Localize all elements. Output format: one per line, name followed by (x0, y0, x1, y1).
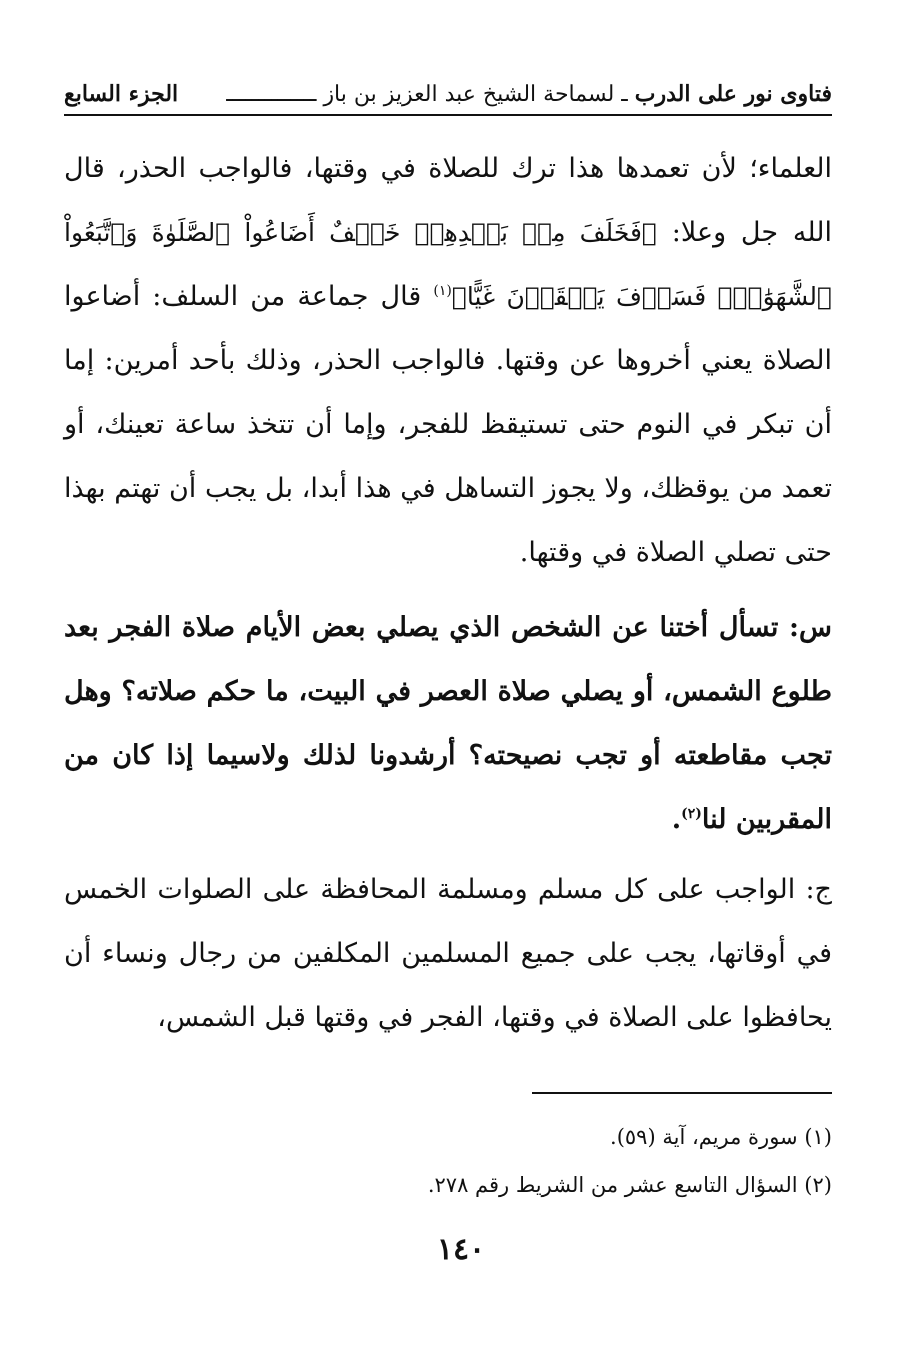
page-number: ١٤٠ (436, 1232, 486, 1267)
question-text: س: تسأل أختنا عن الشخص الذي يصلي بعض الأيام صلاة الفجر بعد طلوع الشمس، أو يصلي صلاة العصر في البيت، ما حكم صلاته؟ وهل تجب مقاطعته أو تجب نصيحته؟ أرشدونا لذلك ولاسيما إذا كان من المقربين لنا (64, 612, 832, 835)
header-divider (64, 114, 832, 116)
paragraph-answer-continuation (64, 137, 832, 585)
question-end: . (671, 804, 682, 835)
answer-paragraph (64, 858, 832, 1050)
header-dash: ــــــــــــــ (226, 82, 317, 107)
author-name: لسماحة الشيخ عبد العزيز بن باز (323, 82, 615, 107)
answer-text: ج: الواجب على كل مسلم ومسلمة المحافظة على الصلوات الخمس في أوقاتها، يجب على جميع المسلمين المكلفين من رجال ونساء أن يحافظوا على الصلاة في وقتها، الفجر في وقتها قبل الشمس، (64, 874, 832, 1033)
question-paragraph (64, 596, 832, 852)
quran-verse: ﴿فَخَلَفَ مِنۢ بَعۡدِهِمۡ خَلۡفٌ أَضَاعُواْ ٱلصَّلَوٰةَ وَٱتَّبَعُواْ ٱلشَّهَوَٰتِۖ فَسَوۡفَ يَلۡقَوۡنَ غَيًّا﴾ (64, 218, 832, 311)
footnote-ref-2: (٢) (681, 806, 702, 822)
paragraph-text: قال جماعة من السلف: أضاعوا الصلاة يعني أخروها عن وقتها. فالواجب الحذر، وذلك بأحد أمرين: إما أن تبكر في النوم حتى تستيقظ للفجر، وإما أن تتخذ ساعة تعينك، أو تعمد من يوقظك، ولا يجوز التساهل في هذا أبدا، بل يجب أن تهتم بهذا حتى تصلي الصلاة في وقتها. (64, 281, 832, 568)
running-header (64, 76, 832, 112)
footnote-ref-1: (١) (433, 283, 452, 299)
book-title: فتاوى نور على الدرب (634, 81, 832, 107)
footnote-2: (٢) السؤال التاسع عشر من الشريط رقم ٢٧٨. (427, 1173, 832, 1197)
header-separator: ـ (614, 82, 628, 107)
footnote-1: (١) سورة مريم، آية (٥٩). (610, 1125, 832, 1149)
paragraph-text: العلماء؛ لأن تعمدها هذا ترك للصلاة في وقتها، فالواجب الحذر، قال الله جل وعلا: (64, 153, 832, 248)
volume-label: الجزء السابع (64, 81, 179, 107)
footnote-divider (532, 1092, 832, 1094)
